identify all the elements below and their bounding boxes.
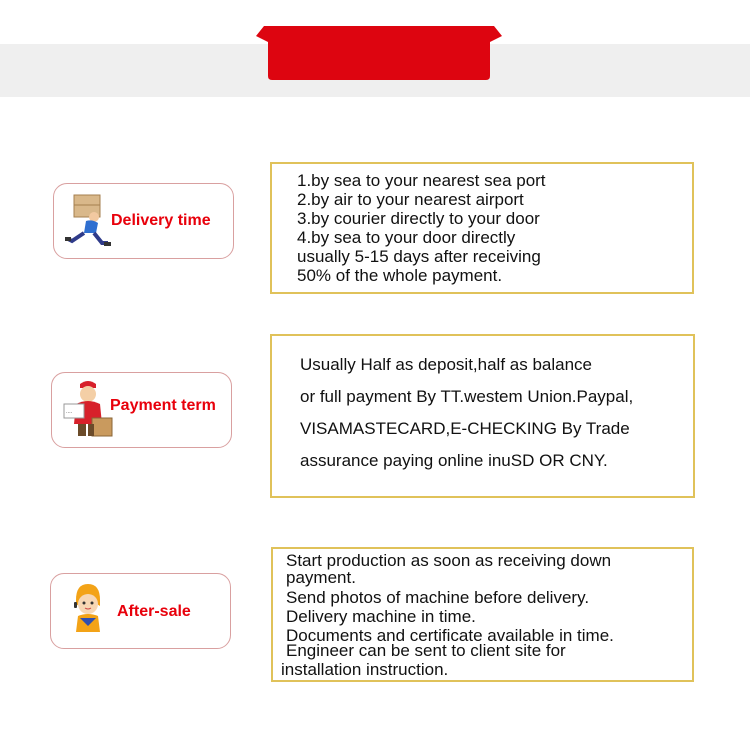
payment-line-4: assurance paying online inuSD OR CNY. — [300, 451, 608, 470]
after-sale-line-3: Send photos of machine before delivery. — [286, 588, 590, 607]
delivery-line-6: 50% of the whole payment. — [297, 266, 503, 285]
after-sale-line-2: payment. — [286, 568, 356, 587]
after-sale-box — [271, 547, 694, 682]
payment-line-3: VISAMASTECARD,E-CHECKING By Trade — [300, 419, 630, 438]
delivery-line-4: 4.by sea to your door directly — [297, 228, 516, 247]
delivery-line-5: usually 5-15 days after receiving — [297, 247, 541, 266]
delivery-time-label-text: Delivery time — [111, 212, 211, 229]
svg-text:····: ···· — [66, 410, 73, 416]
after-sale-line-7: installation instruction. — [281, 660, 449, 679]
delivery-man-icon — [62, 378, 114, 440]
customer-service-icon — [70, 582, 106, 638]
after-sale-line-6: Engineer can be sent to client site for — [286, 641, 566, 660]
courier-icon — [64, 193, 112, 249]
delivery-line-2: 2.by air to your nearest airport — [297, 190, 524, 209]
payment-line-1: Usually Half as deposit,half as balance — [300, 355, 592, 374]
header-red-tab — [256, 26, 502, 80]
delivery-line-3: 3.by courier directly to your door — [297, 209, 540, 228]
after-sale-line-5: Documents and certificate available in time. — [286, 626, 614, 645]
payment-term-box — [270, 334, 695, 498]
payment-line-2: or full payment By TT.westem Union.Paypal, — [300, 387, 634, 406]
delivery-time-box — [270, 162, 694, 294]
after-sale-label-text: After-sale — [117, 603, 191, 620]
after-sale-line-4: Delivery machine in time. — [286, 607, 476, 626]
delivery-line-1: 1.by sea to your nearest sea port — [297, 171, 546, 190]
payment-term-label-text: Payment term — [110, 397, 216, 414]
after-sale-line-1: Start production as soon as receiving down — [286, 551, 612, 570]
